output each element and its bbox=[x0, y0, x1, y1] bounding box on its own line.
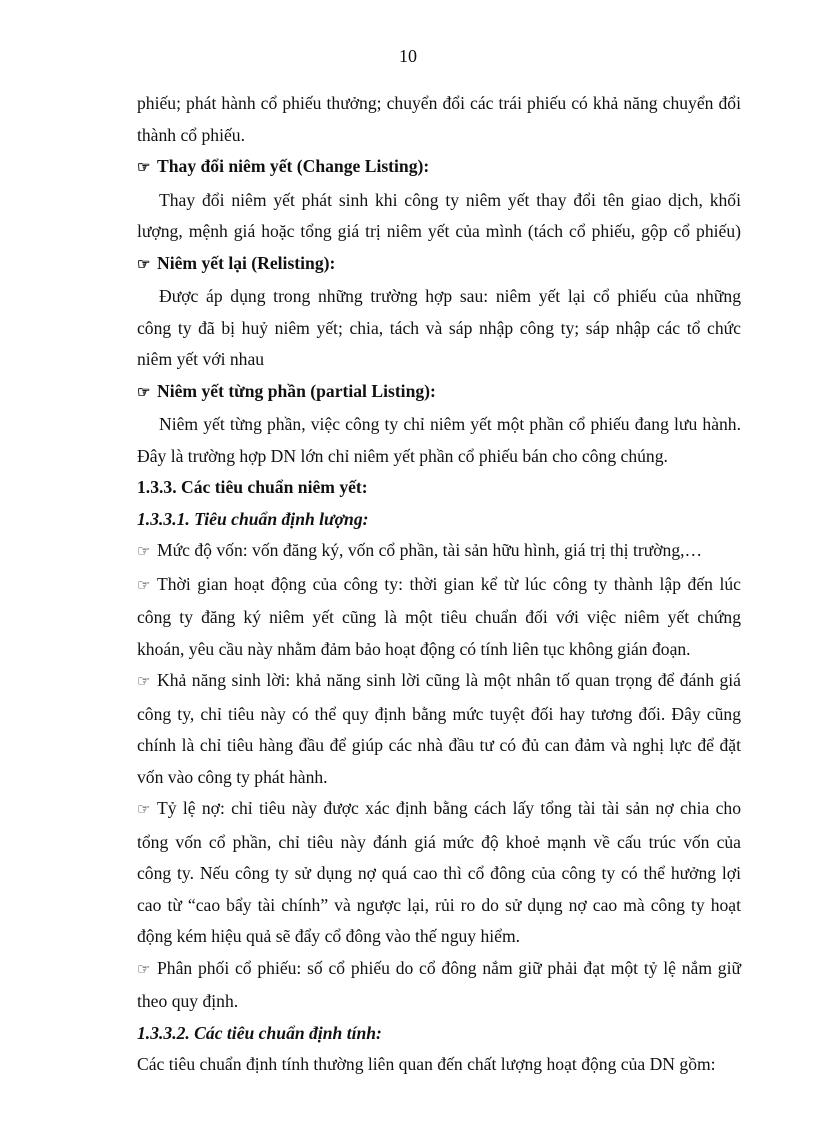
pointing-hand-icon: ☞ bbox=[137, 256, 151, 273]
text-line: tổng vốn cổ phần, chỉ tiêu này đánh giá mức độ khoẻ mạnh về cấu trúc vốn của bbox=[137, 831, 741, 852]
page-number: 10 bbox=[399, 46, 417, 66]
text-line: niêm yết với nhau bbox=[137, 349, 265, 369]
text-line: công ty đăng ký niêm yết cũng là một tiêu chuẩn đối với việc niêm yết chứng bbox=[137, 607, 741, 627]
section-heading-partial-listing bbox=[137, 376, 741, 410]
text-line: Các tiêu chuẩn định tính thường liên quan đến chất lượng hoạt động của DN gồm: bbox=[137, 1054, 716, 1074]
section-heading-change-listing bbox=[137, 151, 741, 185]
text-line: công ty đã bị huỷ niêm yết; chia, tách và sáp nhập công ty; sáp nhập các tổ chức bbox=[137, 317, 741, 338]
bullet-text: Phân phối cổ phiếu: số cổ phiếu do cổ đông nắm giữ phải đạt một tỷ lệ nắm giữ bbox=[157, 957, 741, 978]
text-line: công ty, chỉ tiêu này có thể quy định bằng mức tuyệt đối hay tương đối. Đây cũng bbox=[137, 703, 741, 724]
text-line: vốn vào công ty phát hành. bbox=[137, 766, 328, 787]
bullet-capital bbox=[137, 535, 741, 569]
document-body bbox=[137, 88, 741, 1081]
text-line: thành cổ phiếu. bbox=[137, 124, 245, 145]
subsection-heading-quantitative: 1.3.3.1. Tiêu chuẩn định lượng: bbox=[137, 508, 369, 529]
pointing-hand-icon: ☞ bbox=[137, 160, 151, 176]
heading-text: Thay đổi niêm yết (Change Listing): bbox=[157, 156, 430, 176]
pointing-hand-icon: ☞ bbox=[137, 544, 151, 560]
text-line: công ty. Nếu công ty sử dụng nợ quá cao thì cổ đông của công ty có thể hưởng lợi bbox=[137, 863, 741, 883]
text-line: Được áp dụng trong những trường hợp sau: niêm yết lại cổ phiếu của những bbox=[159, 286, 741, 306]
text-line: cao từ “cao bẩy tài chính” và ngược lại, rủi ro do sử dụng nợ cao mà công ty hoạt bbox=[137, 894, 741, 915]
text-line: Niêm yết từng phần, việc công ty chỉ niêm yết một phần cổ phiếu đang lưu hành. bbox=[159, 414, 741, 434]
text-line: chính là chỉ tiêu hàng đầu để giúp các nhà đầu tư có đủ can đảm và nghị lực để đặt bbox=[137, 735, 741, 755]
bullet-profitability bbox=[137, 665, 741, 699]
bullet-text: Thời gian hoạt động của công ty: thời gian kể từ lúc công ty thành lập đến lúc bbox=[157, 573, 741, 594]
pointing-hand-icon: ☞ bbox=[137, 577, 151, 594]
text-line: Đây là trường hợp DN lớn chỉ niêm yết phần cổ phiếu bán cho công chúng. bbox=[137, 445, 668, 466]
bullet-operating-time bbox=[137, 569, 741, 603]
bullet-text: Mức độ vốn: vốn đăng ký, vốn cổ phần, tài sản hữu hình, giá trị thị trường,… bbox=[157, 540, 703, 560]
text-line: lượng, mệnh giá hoặc tổng giá trị niêm yết của mình (tách cổ phiếu, gộp cổ phiếu) bbox=[137, 221, 741, 241]
pointing-hand-icon: ☞ bbox=[137, 961, 151, 978]
text-line: theo quy định. bbox=[137, 991, 239, 1011]
bullet-share-distribution bbox=[137, 953, 741, 987]
section-heading-listing-criteria: 1.3.3. Các tiêu chuẩn niêm yết: bbox=[137, 477, 368, 497]
section-heading-relisting bbox=[137, 248, 741, 282]
pointing-hand-icon: ☞ bbox=[137, 674, 151, 690]
text-line: động kém hiệu quả sẽ đẩy cổ đông vào thế nguy hiểm. bbox=[137, 926, 521, 946]
subsection-heading-qualitative: 1.3.3.2. Các tiêu chuẩn định tính: bbox=[137, 1022, 382, 1043]
pointing-hand-icon: ☞ bbox=[137, 384, 151, 401]
heading-text: Niêm yết từng phần (partial Listing): bbox=[157, 380, 436, 401]
pointing-hand-icon: ☞ bbox=[137, 802, 151, 818]
text-line: khoán, yêu cầu này nhằm đảm bảo hoạt động có tính liên tục không gián đoạn. bbox=[137, 638, 691, 659]
text-line: Thay đổi niêm yết phát sinh khi công ty niêm yết thay đổi tên giao dịch, khối bbox=[159, 189, 741, 210]
heading-text: Niêm yết lại (Relisting): bbox=[157, 252, 336, 273]
bullet-debt-ratio bbox=[137, 793, 741, 827]
bullet-text: Tỷ lệ nợ: chỉ tiêu này được xác định bằng cách lấy tổng tài tài sản nợ chia cho bbox=[157, 798, 741, 818]
text-line: phiếu; phát hành cổ phiếu thưởng; chuyển đổi các trái phiếu có khả năng chuyển đổi bbox=[137, 93, 741, 113]
bullet-text: Khả năng sinh lời: khả năng sinh lời cũng là một nhân tố quan trọng để đánh giá bbox=[157, 670, 741, 690]
